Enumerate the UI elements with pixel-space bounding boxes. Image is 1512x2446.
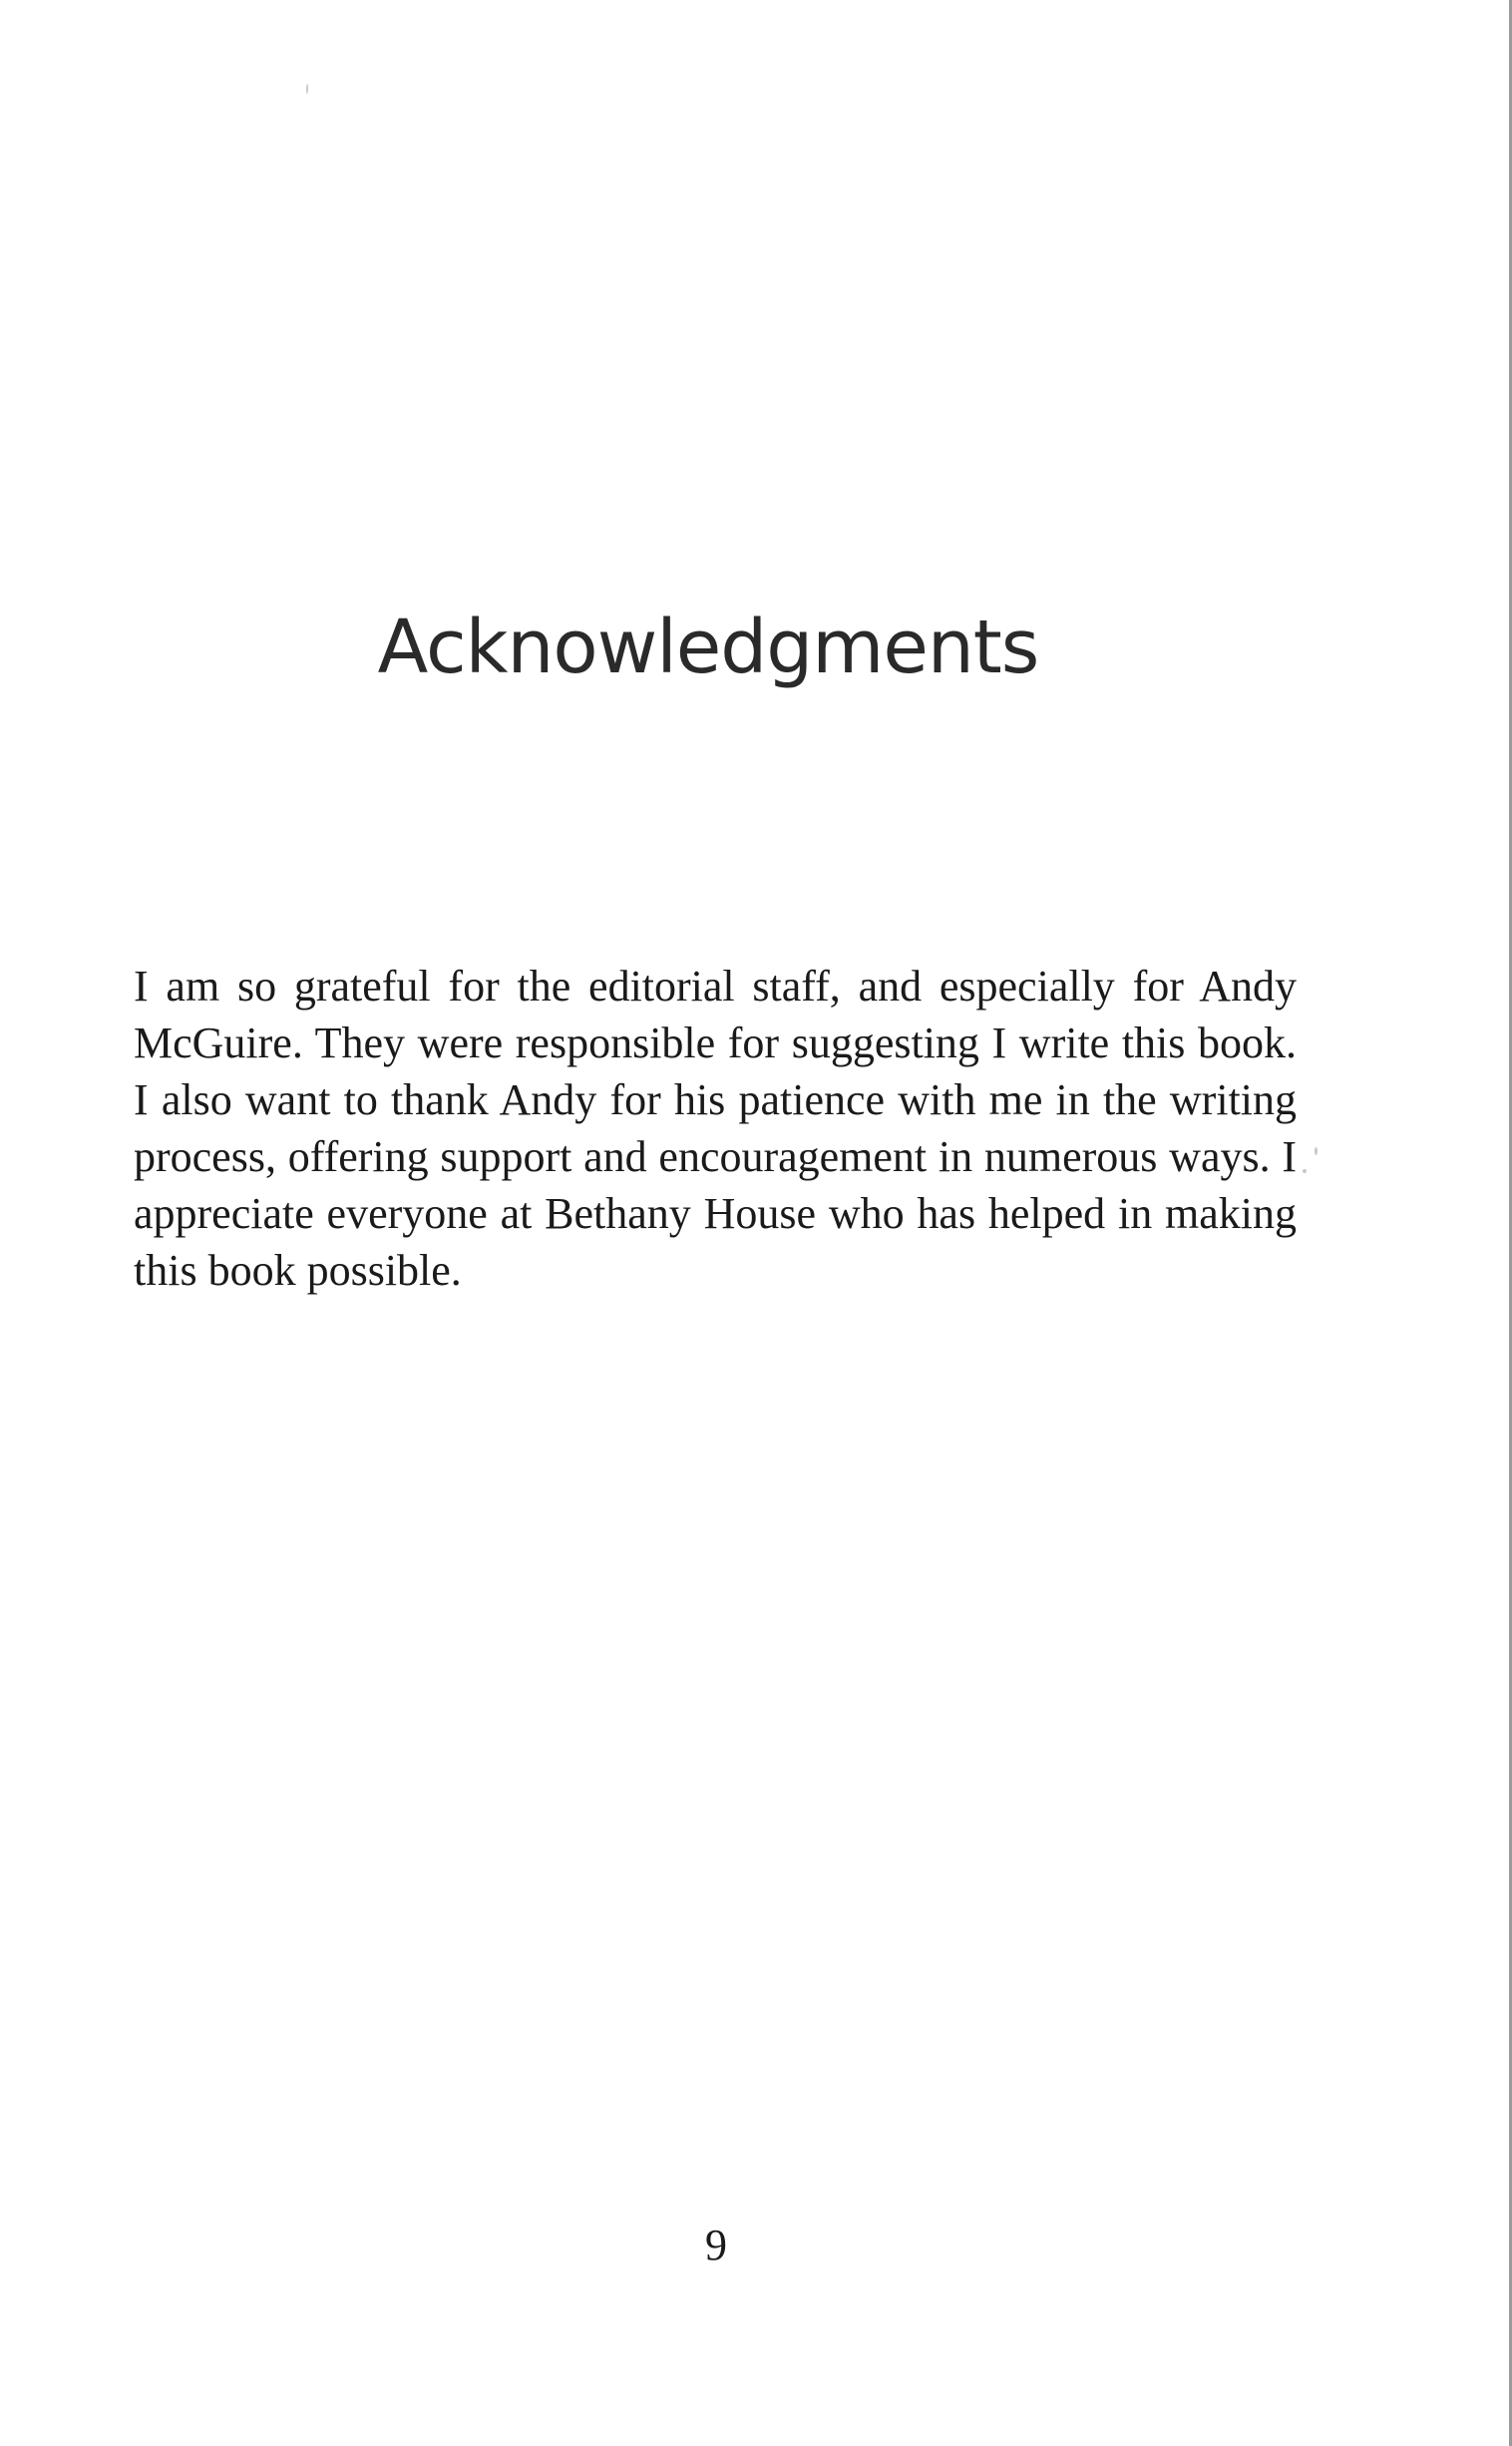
- scan-speck: [1303, 1169, 1307, 1173]
- paragraph-line: I also want to thank Andy for his patience with me in the writing: [134, 1075, 1297, 1124]
- page-number: 9: [705, 2221, 727, 2269]
- acknowledgment-paragraph: [134, 958, 1297, 1299]
- paragraph-line: appreciate everyone at Bethany House who has helped in making: [134, 1189, 1297, 1238]
- paragraph-line: McGuire. They were responsible for suggesting I write this book.: [134, 1019, 1297, 1067]
- chapter-heading: Acknowledgments: [377, 605, 1039, 690]
- paragraph-line: process, offering support and encouragement in numerous ways. I: [134, 1132, 1297, 1181]
- paragraph-line: I am so grateful for the editorial staff, and especially for Andy: [134, 962, 1297, 1011]
- scan-speck: [1315, 1147, 1318, 1155]
- paragraph-line: this book possible.: [134, 1246, 462, 1295]
- scan-speck: [306, 84, 308, 94]
